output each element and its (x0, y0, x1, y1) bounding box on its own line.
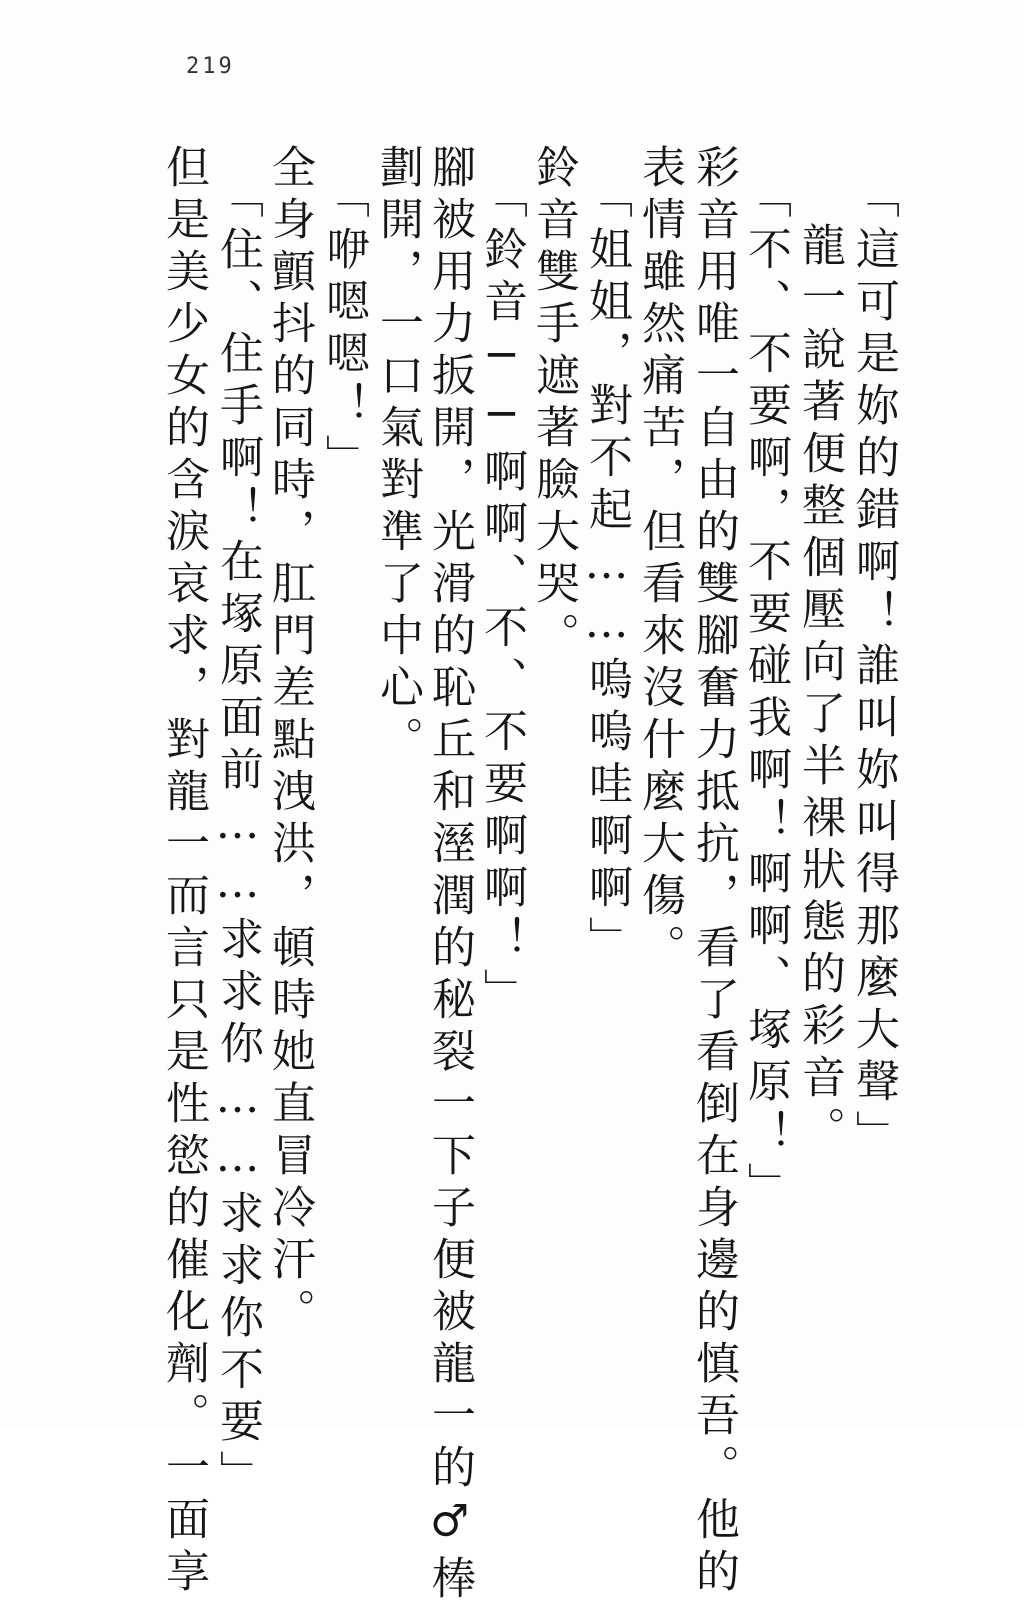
text-column-6: 「姐姐，對不起……嗚嗚哇啊啊」 (581, 174, 632, 968)
text-column-8: 「鈴音──啊啊、不、不要啊啊！」 (476, 174, 527, 1020)
text-column-12: 全身顫抖的同時，肛門差點洩洪，頓時她直冒冷汗。 (264, 144, 315, 1340)
vertical-text-block (130, 130, 900, 1607)
page-number: 219 (186, 54, 235, 79)
text-column-9: 腳被用力扳開，光滑的恥丘和溼潤的秘裂一下子便被龍一的♂棒 (424, 144, 475, 1607)
text-column-4: 彩音用唯一自由的雙腳奮力抵抗，看了看倒在身邊的慎吾。他的 (688, 144, 739, 1600)
text-column-11: 「咿嗯嗯！」 (318, 174, 369, 486)
text-column-5: 表情雖然痛苦，但看來沒什麼大傷。 (634, 144, 685, 976)
text-column-10: 劃開，一口氣對準了中心。 (372, 144, 423, 768)
text-column-7: 鈴音雙手遮著臉大哭。 (528, 144, 579, 664)
text-column-13: 「住、住手啊！在塚原面前……求求你……求求你不要」 (212, 174, 263, 1502)
text-column-1: 「這可是妳的錯啊！誰叫妳叫得那麼大聲」 (848, 174, 899, 1162)
text-column-2: 龍一說著便整個壓向了半裸狀態的彩音。 (794, 222, 845, 1158)
text-column-3: 「不、不要啊，不要碰我啊！啊啊、塚原！」 (740, 174, 791, 1214)
text-column-14: 但是美少女的含淚哀求，對龍一而言只是性慾的催化劑。一面享 (158, 144, 209, 1600)
